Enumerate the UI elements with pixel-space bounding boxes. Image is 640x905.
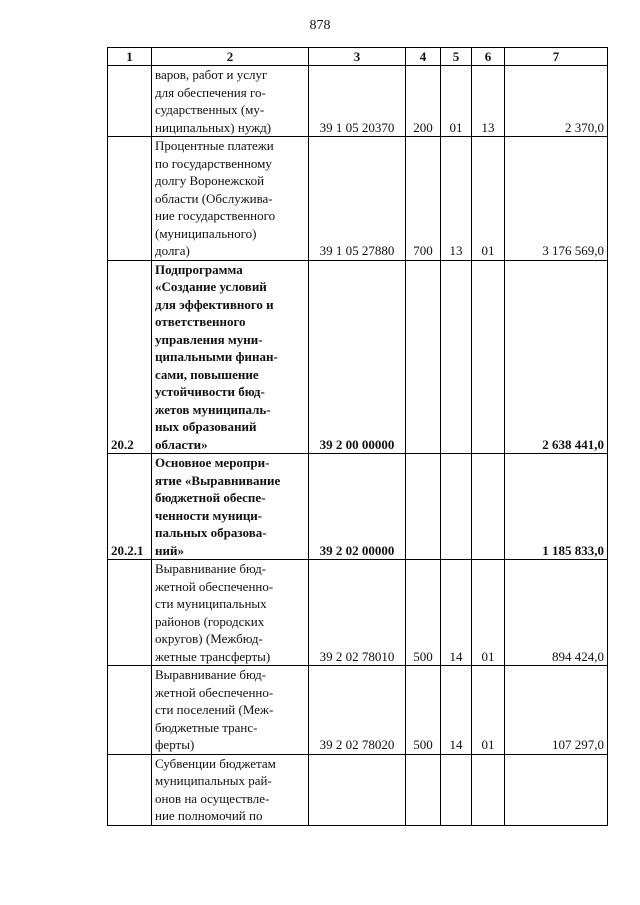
- table-row: [108, 66, 608, 137]
- row-section: [441, 754, 472, 825]
- row-code: [108, 66, 152, 137]
- row-target-article: 39 2 02 00000: [309, 454, 406, 560]
- table-row: [108, 560, 608, 666]
- col-header-6: 6: [472, 48, 505, 66]
- table-row: [108, 754, 608, 825]
- row-section: 01: [441, 66, 472, 137]
- row-subsection: [472, 260, 505, 454]
- header-row: [108, 48, 608, 66]
- row-sum: 894 424,0: [505, 560, 608, 666]
- row-sum: 2 370,0: [505, 66, 608, 137]
- row-expense-type: [406, 454, 441, 560]
- col-header-2: 2: [152, 48, 309, 66]
- row-expense-type: 500: [406, 560, 441, 666]
- row-target-article: 39 2 02 78020: [309, 666, 406, 755]
- row-code: [108, 754, 152, 825]
- col-header-5: 5: [441, 48, 472, 66]
- row-subsection: 01: [472, 137, 505, 261]
- col-header-4: 4: [406, 48, 441, 66]
- row-name: Основное меропри- ятие «Выравнивание бюджетной обеспе- ченности муници- пальных образова- ний»: [152, 454, 309, 560]
- row-target-article: 39 2 02 78010: [309, 560, 406, 666]
- row-name: варов, работ и услуг для обеспечения го- сударственных (му- ниципальных) нужд): [152, 66, 309, 137]
- row-sum: [505, 754, 608, 825]
- row-code: [108, 137, 152, 261]
- col-header-1: 1: [108, 48, 152, 66]
- row-target-article: 39 1 05 20370: [309, 66, 406, 137]
- row-section: [441, 454, 472, 560]
- row-name: Процентные платежи по государственному долгу Воронежской области (Обслужива- ние государственного (муниципального) долга): [152, 137, 309, 261]
- row-name: Подпрограмма «Создание условий для эффективного и ответственного управления муни- ципальными финан- сами, повышение устойчивости бюд- жетов муниципаль- ных образований области»: [152, 260, 309, 454]
- row-code: 20.2: [108, 260, 152, 454]
- row-subsection: 01: [472, 560, 505, 666]
- row-sum: 107 297,0: [505, 666, 608, 755]
- row-target-article: 39 1 05 27880: [309, 137, 406, 261]
- row-section: 14: [441, 560, 472, 666]
- row-code: 20.2.1: [108, 454, 152, 560]
- row-sum: 1 185 833,0: [505, 454, 608, 560]
- row-expense-type: 200: [406, 66, 441, 137]
- row-subsection: [472, 754, 505, 825]
- row-code: [108, 560, 152, 666]
- row-expense-type: 500: [406, 666, 441, 755]
- row-expense-type: [406, 260, 441, 454]
- table-row: [108, 260, 608, 454]
- row-target-article: [309, 754, 406, 825]
- row-section: [441, 260, 472, 454]
- budget-table: [107, 47, 608, 826]
- row-name: Субвенции бюджетам муниципальных рай- онов на осуществле- ние полномочий по: [152, 754, 309, 825]
- row-target-article: 39 2 00 00000: [309, 260, 406, 454]
- col-header-3: 3: [309, 48, 406, 66]
- row-expense-type: 700: [406, 137, 441, 261]
- page-number: 878: [309, 18, 331, 33]
- table-row: [108, 666, 608, 755]
- table-row: [108, 137, 608, 261]
- row-section: 14: [441, 666, 472, 755]
- row-sum: 2 638 441,0: [505, 260, 608, 454]
- row-section: 13: [441, 137, 472, 261]
- row-name: Выравнивание бюд- жетной обеспеченно- сти поселений (Меж- бюджетные транс- ферты): [152, 666, 309, 755]
- row-sum: 3 176 569,0: [505, 137, 608, 261]
- row-subsection: [472, 454, 505, 560]
- row-name: Выравнивание бюд- жетной обеспеченно- сти муниципальных районов (городских округов) (Межбюд- жетные трансферты): [152, 560, 309, 666]
- row-subsection: 01: [472, 666, 505, 755]
- col-header-7: 7: [505, 48, 608, 66]
- row-code: [108, 666, 152, 755]
- row-subsection: 13: [472, 66, 505, 137]
- row-expense-type: [406, 754, 441, 825]
- table-row: [108, 454, 608, 560]
